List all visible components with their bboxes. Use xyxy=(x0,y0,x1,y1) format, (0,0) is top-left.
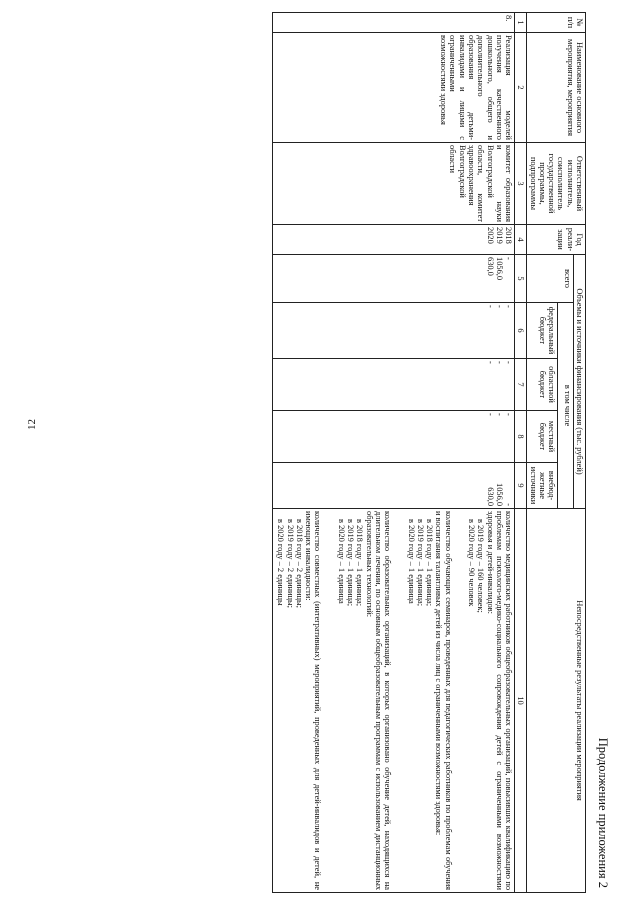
year-value: 2019 xyxy=(494,227,504,244)
header-regional: областной бюджет xyxy=(527,359,558,411)
funding-table xyxy=(272,12,586,893)
column-number: 3 xyxy=(515,143,527,225)
regional-value: - xyxy=(485,361,495,364)
row-executor: комитет образования и науки Волгоградской области, комитет здравоохранения Волгоградской области xyxy=(272,143,514,225)
result-line: в 2020 году – 90 человек xyxy=(467,519,477,607)
result-text: количество совместных (интегративных) мероприятий, проведенных для детей-инвалидов и детей, не имеющих инвалидности: xyxy=(304,511,323,891)
result-text: количество медицинских работников общеобразовательных организаций, повысивших квалификацию по проблемам психолого-медико-социального сопровождения детей с ограниченными возможностями здоровья и детей-инвалидов: xyxy=(485,511,514,891)
row-extra xyxy=(272,463,514,509)
local-value: - xyxy=(494,413,504,416)
total-value: 1056,0 xyxy=(494,257,504,281)
header-extra: внебюд-жетные источники xyxy=(527,463,558,509)
federal-value: - xyxy=(485,305,495,308)
page-number: 12 xyxy=(26,419,38,430)
header-total: всего xyxy=(527,255,573,303)
result-block xyxy=(406,511,452,890)
result-line: в 2020 году – 2 единицы xyxy=(276,519,286,606)
header-local: местный бюджет xyxy=(527,411,558,463)
table-row xyxy=(272,13,514,893)
column-number: 8 xyxy=(515,411,527,463)
result-block xyxy=(467,511,513,890)
total-value: 630,0 xyxy=(485,257,495,276)
extra-value: 630,0 xyxy=(485,487,495,507)
federal-value: - xyxy=(504,305,514,308)
appendix-label: Продолжение приложения 2 xyxy=(596,737,610,888)
header-including: в том числе xyxy=(558,303,574,509)
local-value: - xyxy=(485,413,495,416)
result-text: количество образовательных организаций, в которых организовано обучение детей, находящихся на длительном лечении, по основным общеобразовательным программам с использованием дистанционных образовательных технологий: xyxy=(364,511,393,891)
result-text: количество обучающих семинаров, проведенных для педагогических работников по проблемам обучения и воспитания талантливых детей из числа лиц с ограниченными возможностями здоровья: xyxy=(434,511,453,891)
year-value: 2018 xyxy=(504,227,514,244)
result-line: в 2020 году – 1 единица xyxy=(336,519,346,604)
column-number: 9 xyxy=(515,463,527,509)
result-line: в 2019 году – 2 единицы; xyxy=(285,519,295,608)
header-year: Год реали-зации xyxy=(527,225,586,255)
regional-value: - xyxy=(504,361,514,364)
result-line: в 2019 году – 160 человек; xyxy=(476,519,486,613)
header-federal: федеральный бюджет xyxy=(527,303,558,359)
total-value: - xyxy=(504,257,514,260)
result-block xyxy=(336,511,392,890)
federal-value: - xyxy=(494,305,504,308)
local-value: - xyxy=(504,413,514,416)
result-line: в 2019 году – 1 единица; xyxy=(415,519,425,607)
row-results xyxy=(272,509,514,893)
column-number: 1 xyxy=(515,13,527,33)
extra-value: 1056,0 xyxy=(494,483,504,507)
header-executor: Ответственный исполнитель, соисполнитель государственной программы, подпрограммы xyxy=(527,143,586,225)
result-block xyxy=(276,511,322,890)
row-total xyxy=(272,255,514,303)
row-local xyxy=(272,411,514,463)
header-results: Непосредственные результаты реализации мероприятия xyxy=(527,509,586,893)
result-line: в 2018 году – 2 единицы; xyxy=(294,519,304,608)
header-num: № п/п xyxy=(527,13,586,33)
extra-value: - xyxy=(504,503,514,507)
column-number-row xyxy=(515,13,527,893)
result-line: в 2019 году – 1 единица; xyxy=(346,519,356,607)
rotated-page-content xyxy=(148,12,608,892)
header-row-1 xyxy=(573,13,585,893)
row-name: Реализация моделей получения качественного дошкольного, общего и дополнительного образования детьми-инвалидами и лицами с ограниченными возможностями здоровья xyxy=(272,33,514,143)
row-years xyxy=(272,225,514,255)
header-funding: Объемы и источники финансирования (тыс. рублей) xyxy=(573,255,585,509)
row-federal xyxy=(272,303,514,359)
row-regional xyxy=(272,359,514,411)
result-line: в 2018 году – 1 единица; xyxy=(355,519,365,607)
result-line: в 2020 году – 1 единица xyxy=(406,519,416,604)
column-number: 7 xyxy=(515,359,527,411)
column-number: 6 xyxy=(515,303,527,359)
result-line: в 2018 году – 1 единица; xyxy=(425,519,435,607)
row-num: 8. xyxy=(272,13,514,33)
header-name: Наименование основного мероприятия, мероприятия xyxy=(527,33,586,143)
regional-value: - xyxy=(494,361,504,364)
column-number: 5 xyxy=(515,255,527,303)
column-number: 2 xyxy=(515,33,527,143)
year-value: 2020 xyxy=(485,227,495,244)
column-number: 4 xyxy=(515,225,527,255)
column-number: 10 xyxy=(515,509,527,893)
